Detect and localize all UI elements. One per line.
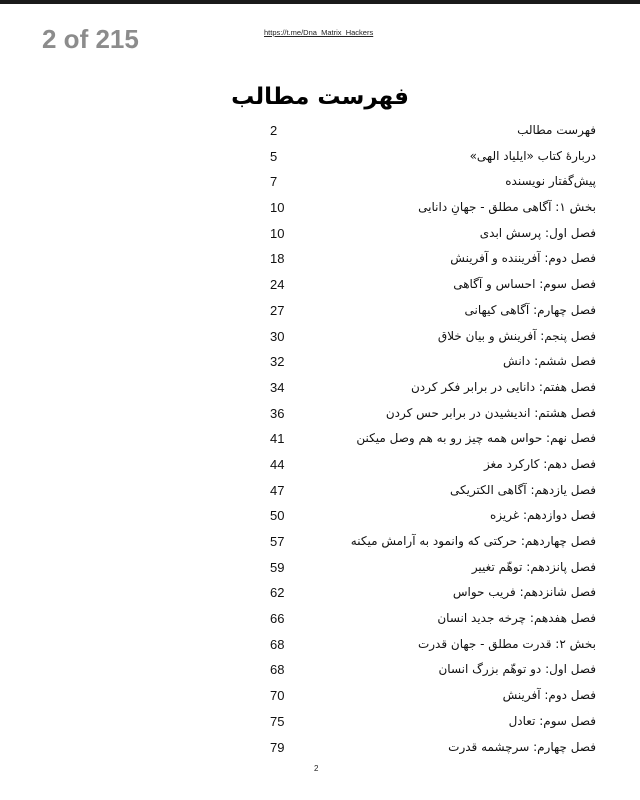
toc-entry[interactable] <box>0 300 640 326</box>
toc-entry[interactable] <box>0 737 640 763</box>
footer-page-number: 2 <box>314 764 319 773</box>
toc-entry-page: 27 <box>270 302 285 318</box>
toc-entry-page: 36 <box>270 405 285 421</box>
toc-entry-page: 57 <box>270 534 285 549</box>
toc-entry[interactable] <box>0 480 640 506</box>
page-title: فهرست مطالب <box>231 84 409 110</box>
toc-entry-page: 62 <box>270 585 285 601</box>
toc-entry-label: فصل دوم: آفریننده و آفرینش <box>450 251 596 266</box>
toc-entry-page: 66 <box>270 611 285 627</box>
toc-entry-page: 41 <box>270 431 285 447</box>
page-counter: 2 of 215 <box>42 24 139 54</box>
toc-entry[interactable] <box>0 454 640 480</box>
toc-entry-label: پیش‌گفتار نویسنده <box>505 174 596 189</box>
toc-entry-label: فصل شانزدهم: فریب حواس <box>452 585 596 600</box>
toc-entry-page: 5 <box>270 148 278 164</box>
toc-entry-page: 10 <box>270 225 285 241</box>
toc-entry[interactable] <box>0 197 640 223</box>
toc-entry-page: 79 <box>270 739 285 755</box>
toc-entry[interactable] <box>0 505 640 531</box>
toc-entry-label: فصل دوازدهم: غریزه <box>490 508 596 523</box>
toc-entry-page: 47 <box>270 482 285 498</box>
toc-entry-label: فصل دوم: آفرینش <box>502 688 596 703</box>
toc-entry[interactable] <box>0 685 640 711</box>
toc-entry-label: فصل هشتم: اندیشیدن در برابر حس کردن <box>385 405 596 420</box>
toc-entry-label: فصل چهاردهم: حرکتی که وانمود به آرامش میکنه <box>350 534 596 548</box>
toc-entry-label: فصل اول: پرسش ابدی <box>479 225 596 240</box>
toc-entry[interactable] <box>0 377 640 403</box>
toc-entry[interactable] <box>0 146 640 172</box>
toc-entry-label: فصل پانزدهم: توهّم تغییر <box>471 559 596 574</box>
toc-entry-page: 68 <box>270 662 285 678</box>
toc-entry-label: بخش ۱: آگاهی مطلق - جهانِ دانایی <box>418 200 596 215</box>
toc-entry-label: بخش ۲: قدرت مطلق - جهان قدرت <box>417 636 596 651</box>
toc-entry-label: فهرست مطالب <box>517 123 596 137</box>
toc-entry-label: فصل یازدهم: آگاهی الکتریکی <box>449 482 596 497</box>
toc-entry-page: 70 <box>270 688 285 704</box>
toc-entry-page: 7 <box>270 174 278 190</box>
toc-entry[interactable] <box>0 403 640 429</box>
toc-entry-label: فصل نهم: حواس همه چیز رو به هم وصل میکنن <box>356 431 596 446</box>
toc-entry-page: 34 <box>270 379 285 395</box>
toc-entry-label: فصل دهم: کارکرد مغز <box>483 456 596 471</box>
toc-entry[interactable] <box>0 351 640 377</box>
toc-entry[interactable] <box>0 248 640 274</box>
toc-entry[interactable] <box>0 711 640 737</box>
toc-entry[interactable] <box>0 659 640 685</box>
top-border <box>0 0 640 4</box>
toc-entry-page: 75 <box>270 713 285 729</box>
toc-entry-page: 10 <box>270 200 285 216</box>
toc-entry[interactable] <box>0 326 640 352</box>
toc-entry-label: فصل ششم: دانش <box>503 354 596 369</box>
toc-entry-label: دربارهٔ کتاب «ایلیاد الهی» <box>469 148 596 163</box>
toc-entry-label: فصل چهارم: آگاهی کیهانی <box>464 302 596 317</box>
toc-entry-label: فصل چهارم: سرچشمه قدرت <box>448 739 596 754</box>
toc-entry[interactable] <box>0 120 640 146</box>
toc-entry-page: 59 <box>270 559 285 575</box>
toc-entry-page: 32 <box>270 354 285 370</box>
toc-entry-label: فصل پنجم: آفرینش و بیان خلاق <box>437 328 596 343</box>
toc-entry-page: 18 <box>270 251 285 267</box>
toc-entry[interactable] <box>0 557 640 583</box>
toc-entry[interactable] <box>0 428 640 454</box>
table-of-contents <box>0 120 640 762</box>
toc-entry[interactable] <box>0 531 640 557</box>
channel-link[interactable]: https://t.me/Dna_Matrix_Hackers <box>264 28 374 37</box>
toc-entry-label: فصل هفتم: دانایی در برابر فکر کردن <box>410 379 596 394</box>
toc-entry[interactable] <box>0 274 640 300</box>
toc-entry[interactable] <box>0 171 640 197</box>
toc-entry-page: 24 <box>270 277 285 293</box>
toc-entry-page: 50 <box>270 508 285 524</box>
toc-entry-label: فصل سوم: تعادل <box>508 713 596 728</box>
toc-entry-label: فصل سوم: احساس و آگاهی <box>453 277 596 292</box>
toc-entry[interactable] <box>0 634 640 660</box>
toc-entry-page: 2 <box>270 123 278 138</box>
toc-entry-label: فصل اول: دو توهّم بزرگ انسان <box>438 662 596 677</box>
toc-entry[interactable] <box>0 608 640 634</box>
toc-entry[interactable] <box>0 223 640 249</box>
toc-entry-page: 68 <box>270 636 285 652</box>
toc-entry-page: 30 <box>270 328 285 344</box>
toc-entry-label: فصل هفدهم: چرخه جدید انسان <box>437 611 596 626</box>
toc-entry-page: 44 <box>270 456 285 472</box>
toc-entry[interactable] <box>0 582 640 608</box>
